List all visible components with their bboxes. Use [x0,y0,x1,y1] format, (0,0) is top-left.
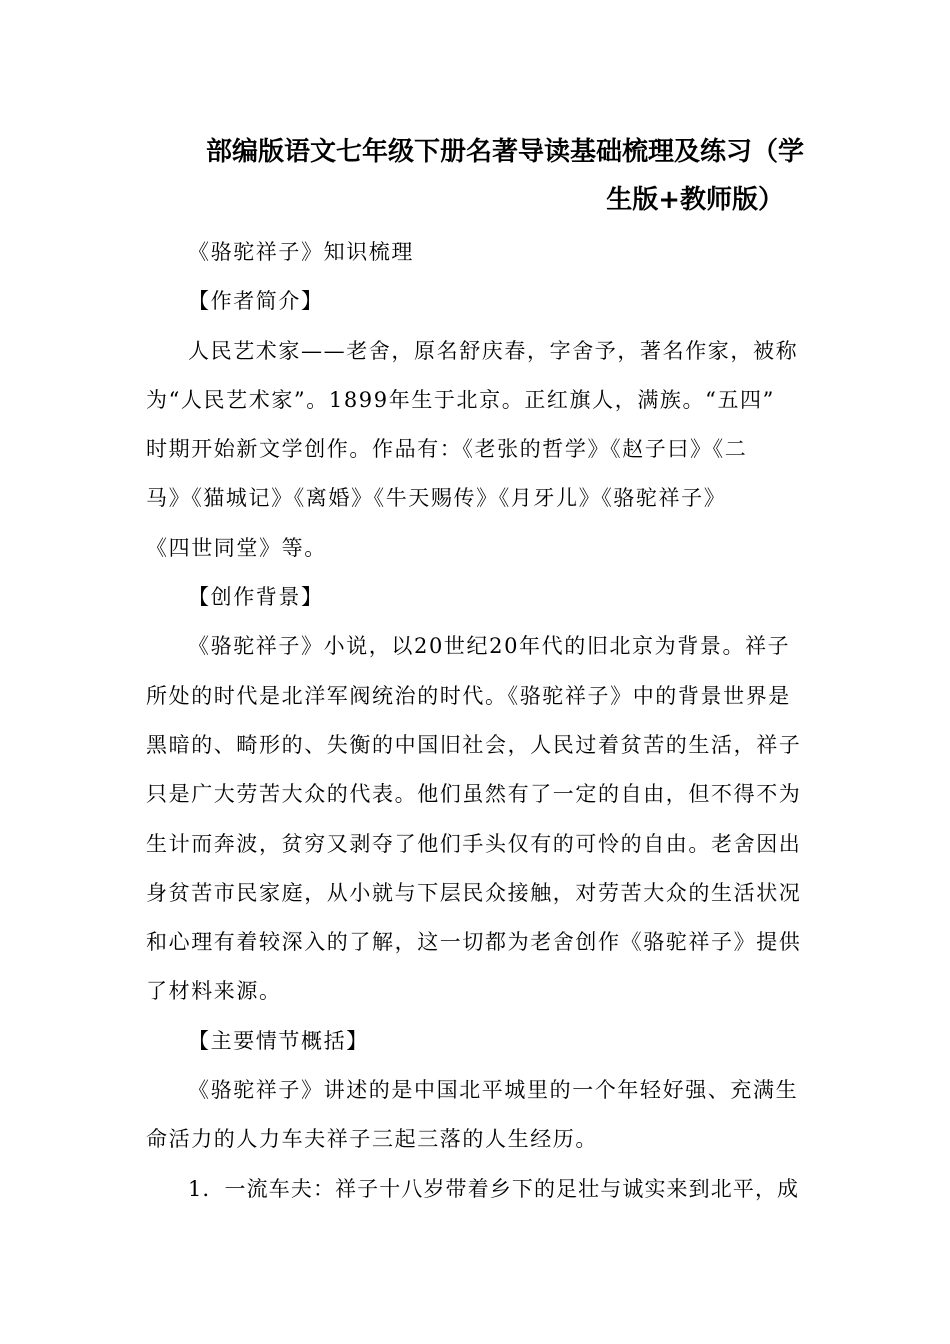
text-line: 和心理有着较深入的了解，这一切都为老舍创作《骆驼祥子》提供 [146,930,802,955]
background-paragraph [146,622,804,1016]
author-paragraph [146,327,804,573]
plot-paragraph [146,1066,804,1165]
text-line: 人民艺术家——老舍，原名舒庆春，字舍予，著名作家，被称 [188,338,799,363]
background-heading: 【创作背景】 [188,585,324,610]
title-line-2: 生版+教师版） [606,185,784,215]
text-line: 生计而奔波，贫穷又剥夺了他们手头仅有的可怜的自由。老舍因出 [146,831,802,856]
text-line: 马》《猫城记》《离婚》《牛天赐传》《月牙儿》《骆驼祥子》 [146,486,727,511]
text-line: 了材料来源。 [146,979,282,1004]
text-line: 《骆驼祥子》讲述的是中国北平城里的一个年轻好强、充满生 [188,1078,799,1103]
plot-item-1 [146,1165,804,1214]
text-line: 1．一流车夫：祥子十八岁带着乡下的足壮与诚实来到北平，成 [188,1176,800,1201]
text-line: 《四世同堂》等。 [146,535,327,560]
document-body [146,228,804,1214]
subtitle: 《骆驼祥子》知识梳理 [188,240,414,264]
text-line: 黑暗的、畸形的、失衡的中国旧社会，人民过着贫苦的生活，祥子 [146,732,802,757]
author-heading: 【作者简介】 [188,289,324,314]
text-line: 所处的时代是北洋军阀统治的时代。《骆驼祥子》中的背景世界是 [146,683,791,708]
text-line: 身贫苦市民家庭，从小就与下层民众接触，对劳苦大众的生活状况 [146,880,802,905]
text-line: 《骆驼祥子》小说，以20世纪20年代的旧北京为背景。祥子 [188,634,791,659]
plot-heading: 【主要情节概括】 [188,1028,369,1053]
text-line: 只是广大劳苦大众的代表。他们虽然有了一定的自由，但不得不为 [146,782,802,807]
title-line-1: 部编版语文七年级下册名著导读基础梳理及练习（学 [205,137,804,167]
text-line: 命活力的人力车夫祥子三起三落的人生经历。 [146,1127,598,1152]
document-title [146,128,804,224]
text-line: 时期开始新文学创作。作品有：《老张的哲学》《赵子曰》《二 [146,437,748,462]
text-line: 为“人民艺术家”。1899年生于北京。正红旗人，满族。“五四” [146,387,775,412]
